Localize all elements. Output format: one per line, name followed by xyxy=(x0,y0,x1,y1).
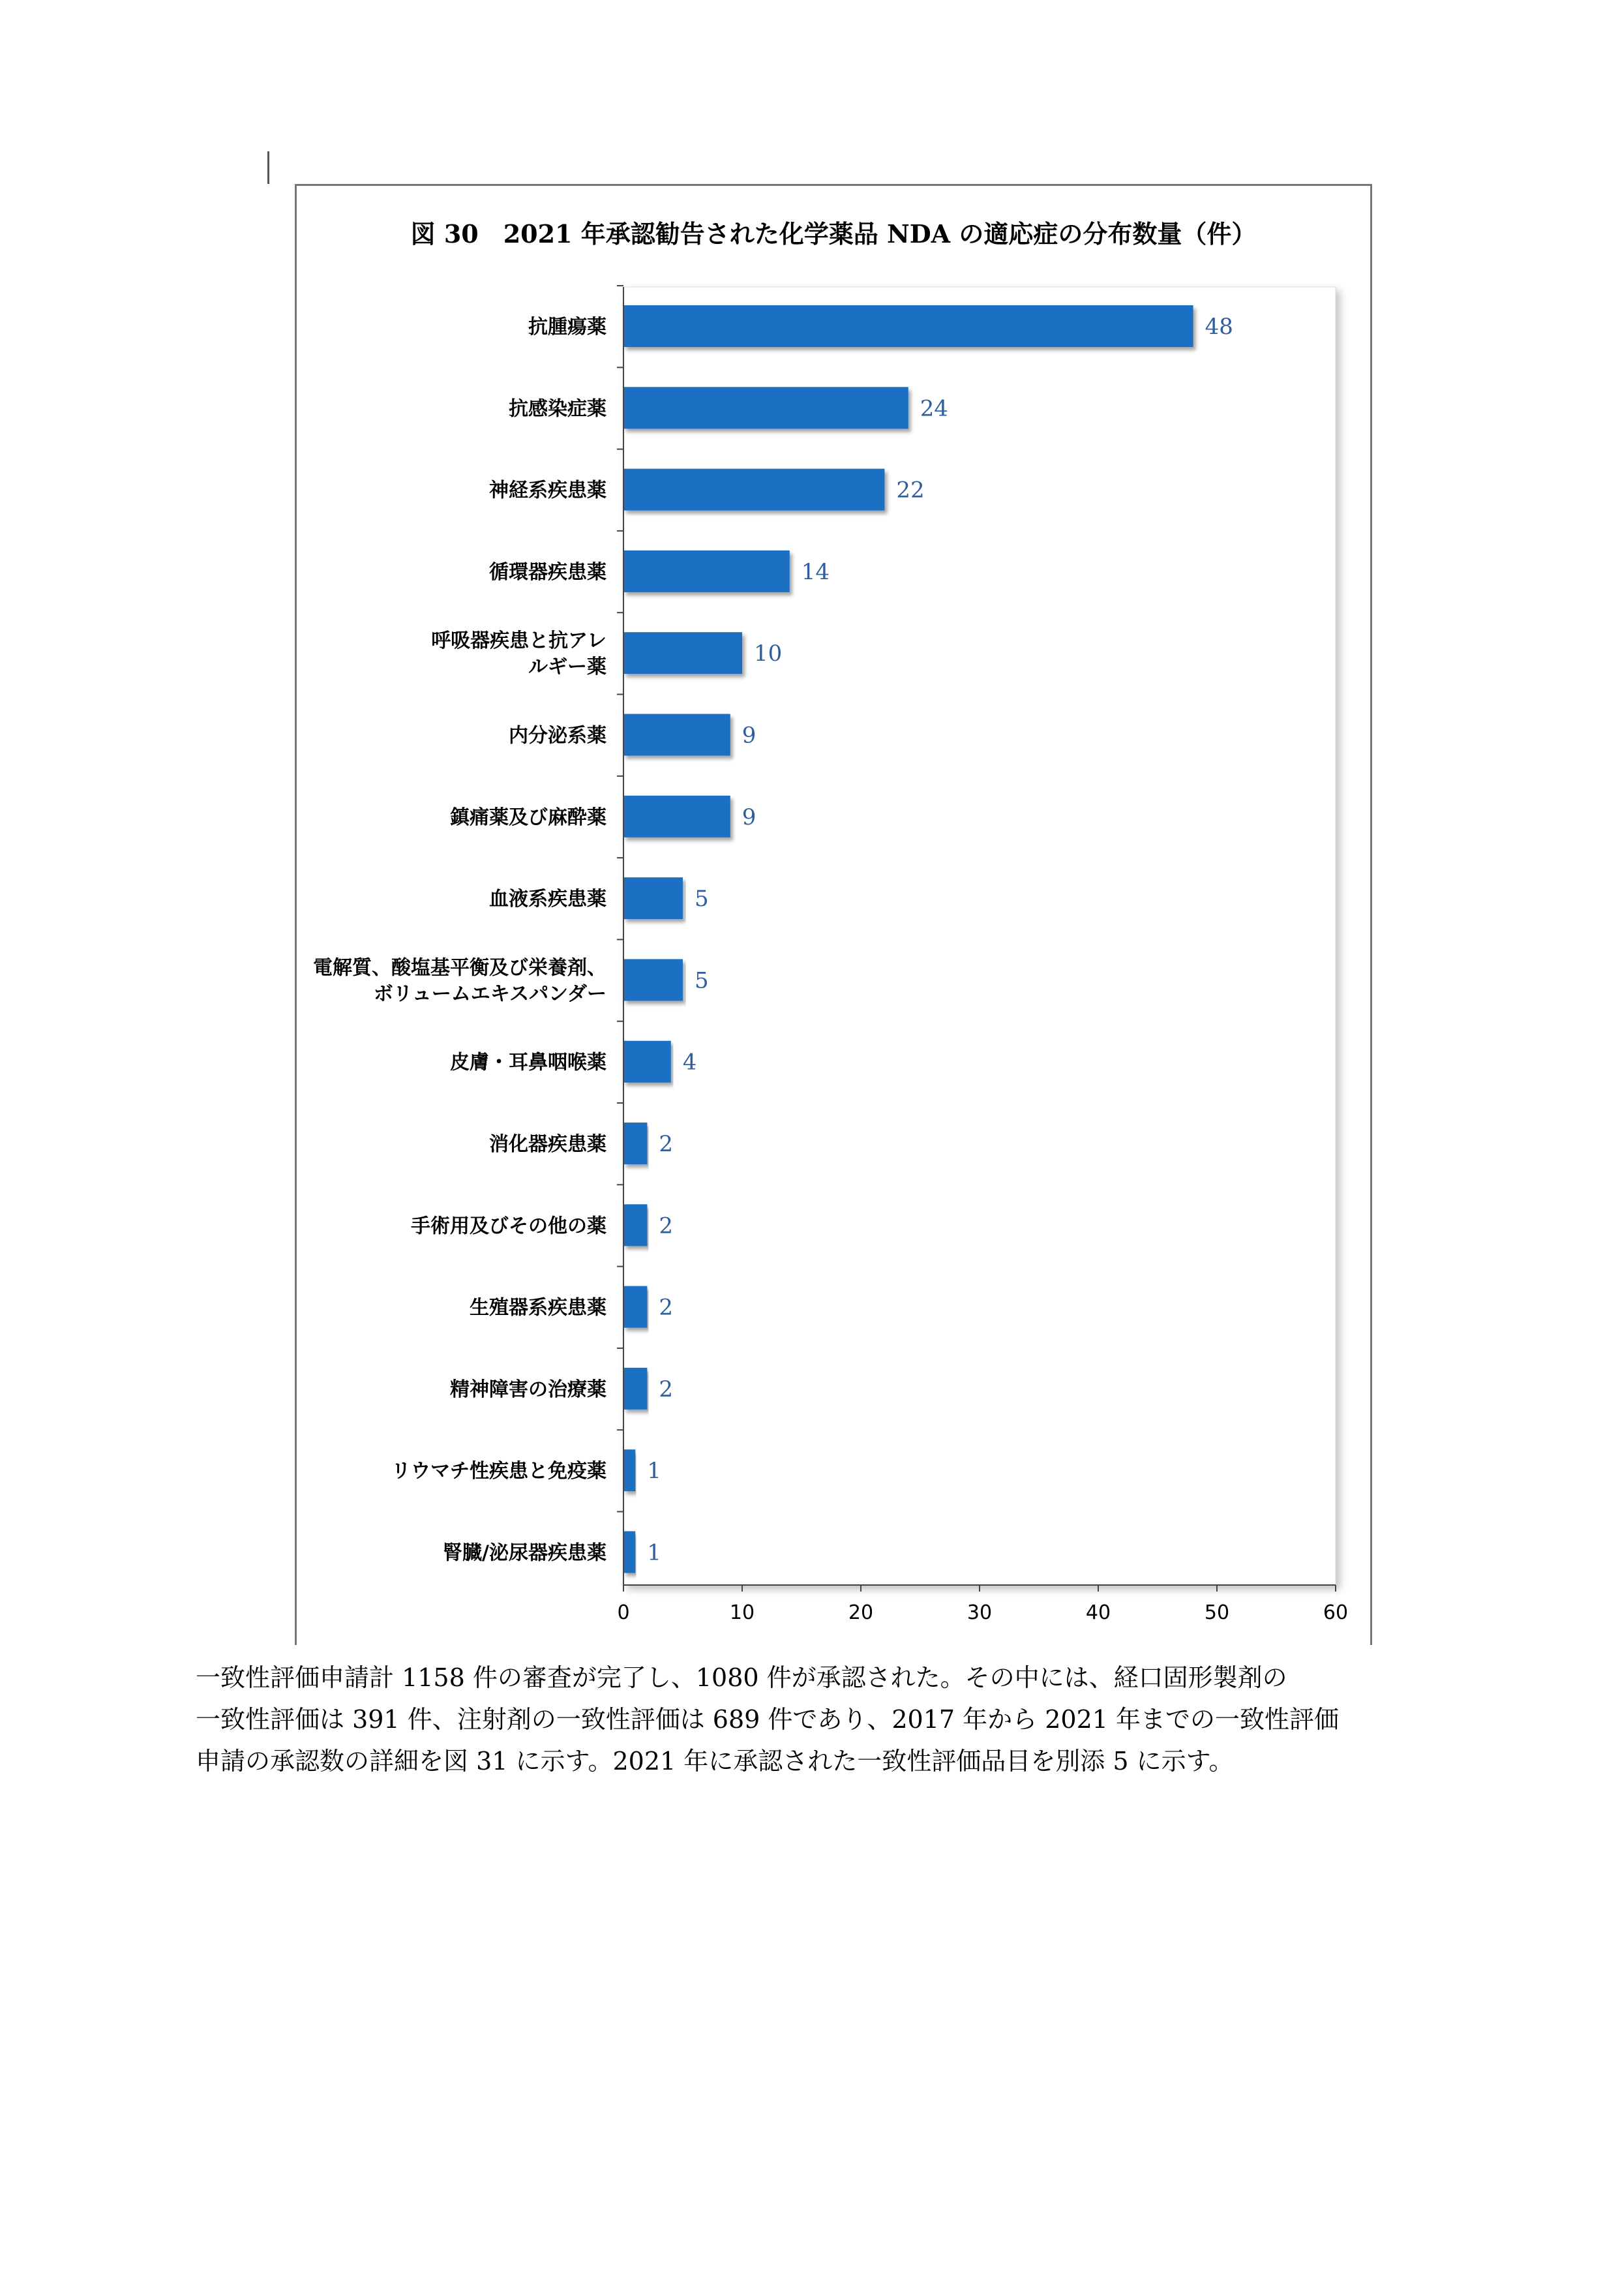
bar xyxy=(623,551,790,592)
data-label: 10 xyxy=(754,641,783,667)
data-label: 1 xyxy=(647,1458,661,1485)
x-tick-label: 0 xyxy=(617,1601,630,1624)
bar xyxy=(623,877,683,919)
data-label: 4 xyxy=(682,1049,697,1076)
category-label: 皮膚・耳鼻咽喉薬 xyxy=(450,1051,607,1074)
category-label: 手術用及びその他の薬 xyxy=(411,1215,607,1238)
bar xyxy=(623,796,730,838)
category-label: リウマチ性疾患と免疫薬 xyxy=(391,1460,607,1483)
bar xyxy=(623,1368,647,1410)
data-label: 2 xyxy=(659,1213,674,1239)
data-label: 24 xyxy=(920,395,949,422)
bar xyxy=(623,632,742,674)
category-label: 抗感染症薬 xyxy=(509,397,607,421)
data-label: 2 xyxy=(659,1131,674,1157)
x-tick-label: 30 xyxy=(966,1601,993,1624)
x-tick-label: 50 xyxy=(1204,1601,1230,1624)
bar xyxy=(623,1286,647,1328)
data-label: 1 xyxy=(647,1539,661,1566)
category-label: 神経系疾患薬 xyxy=(489,479,607,502)
x-tick-label: 20 xyxy=(848,1601,874,1624)
category-label: ボリュームエキスパンダー xyxy=(373,982,607,1006)
bar xyxy=(623,1449,635,1491)
category-label: 精神障害の治療薬 xyxy=(450,1378,607,1401)
category-label: 生殖器系疾患薬 xyxy=(470,1296,607,1320)
data-label: 9 xyxy=(742,722,757,749)
category-label: 腎臓/泌尿器疾患薬 xyxy=(443,1541,607,1565)
data-label: 9 xyxy=(742,804,757,830)
body-line: 申請の承認数の詳細を図 31 に示す。2021 年に承認された一致性評価品目を別添 5 に示す。 xyxy=(196,1747,1234,1775)
category-label: 消化器疾患薬 xyxy=(489,1133,607,1156)
data-label: 48 xyxy=(1205,314,1233,340)
category-label: 抗腫瘍薬 xyxy=(528,316,607,339)
category-label: 鎮痛薬及び麻酔薬 xyxy=(450,806,607,829)
x-tick-label: 10 xyxy=(729,1601,755,1624)
data-label: 14 xyxy=(801,558,830,585)
category-label: 呼吸器疾患と抗アレ xyxy=(431,629,607,653)
bar xyxy=(623,387,908,429)
category-label: 循環器疾患薬 xyxy=(489,560,607,584)
x-tick-label: 40 xyxy=(1085,1601,1111,1624)
x-tick-label: 60 xyxy=(1323,1601,1349,1624)
data-label: 5 xyxy=(695,967,709,994)
category-label: 電解質、酸塩基平衡及び栄養剤、 xyxy=(313,956,607,980)
data-label: 2 xyxy=(659,1376,674,1402)
margin-mark xyxy=(267,151,269,184)
bar xyxy=(623,1041,671,1083)
bar xyxy=(623,1123,647,1164)
bar xyxy=(623,469,884,511)
data-label: 5 xyxy=(695,886,709,913)
data-label: 22 xyxy=(896,477,925,504)
body-line: 一致性評価は 391 件、注射剤の一致性評価は 689 件であり、2017 年から 2021 年までの一致性評価 xyxy=(196,1705,1340,1734)
bar xyxy=(623,1532,635,1573)
category-label: 内分泌系薬 xyxy=(509,724,607,748)
chart-title: 図 30 2021 年承認勧告された化学薬品 NDA の適応症の分布数量（件） xyxy=(410,219,1257,249)
bar xyxy=(623,714,730,756)
category-label: 血液系疾患薬 xyxy=(489,888,607,911)
bar xyxy=(623,305,1193,347)
category-label: ルギー薬 xyxy=(528,656,607,679)
body-line: 一致性評価申請計 1158 件の審査が完了し、1080 件が承認された。その中には、経口固形製剤の xyxy=(196,1663,1287,1692)
bar xyxy=(623,959,683,1001)
body-paragraph xyxy=(196,1657,1474,1782)
bar-chart xyxy=(295,261,1372,1644)
bar xyxy=(623,1204,647,1246)
data-label: 2 xyxy=(659,1294,674,1321)
